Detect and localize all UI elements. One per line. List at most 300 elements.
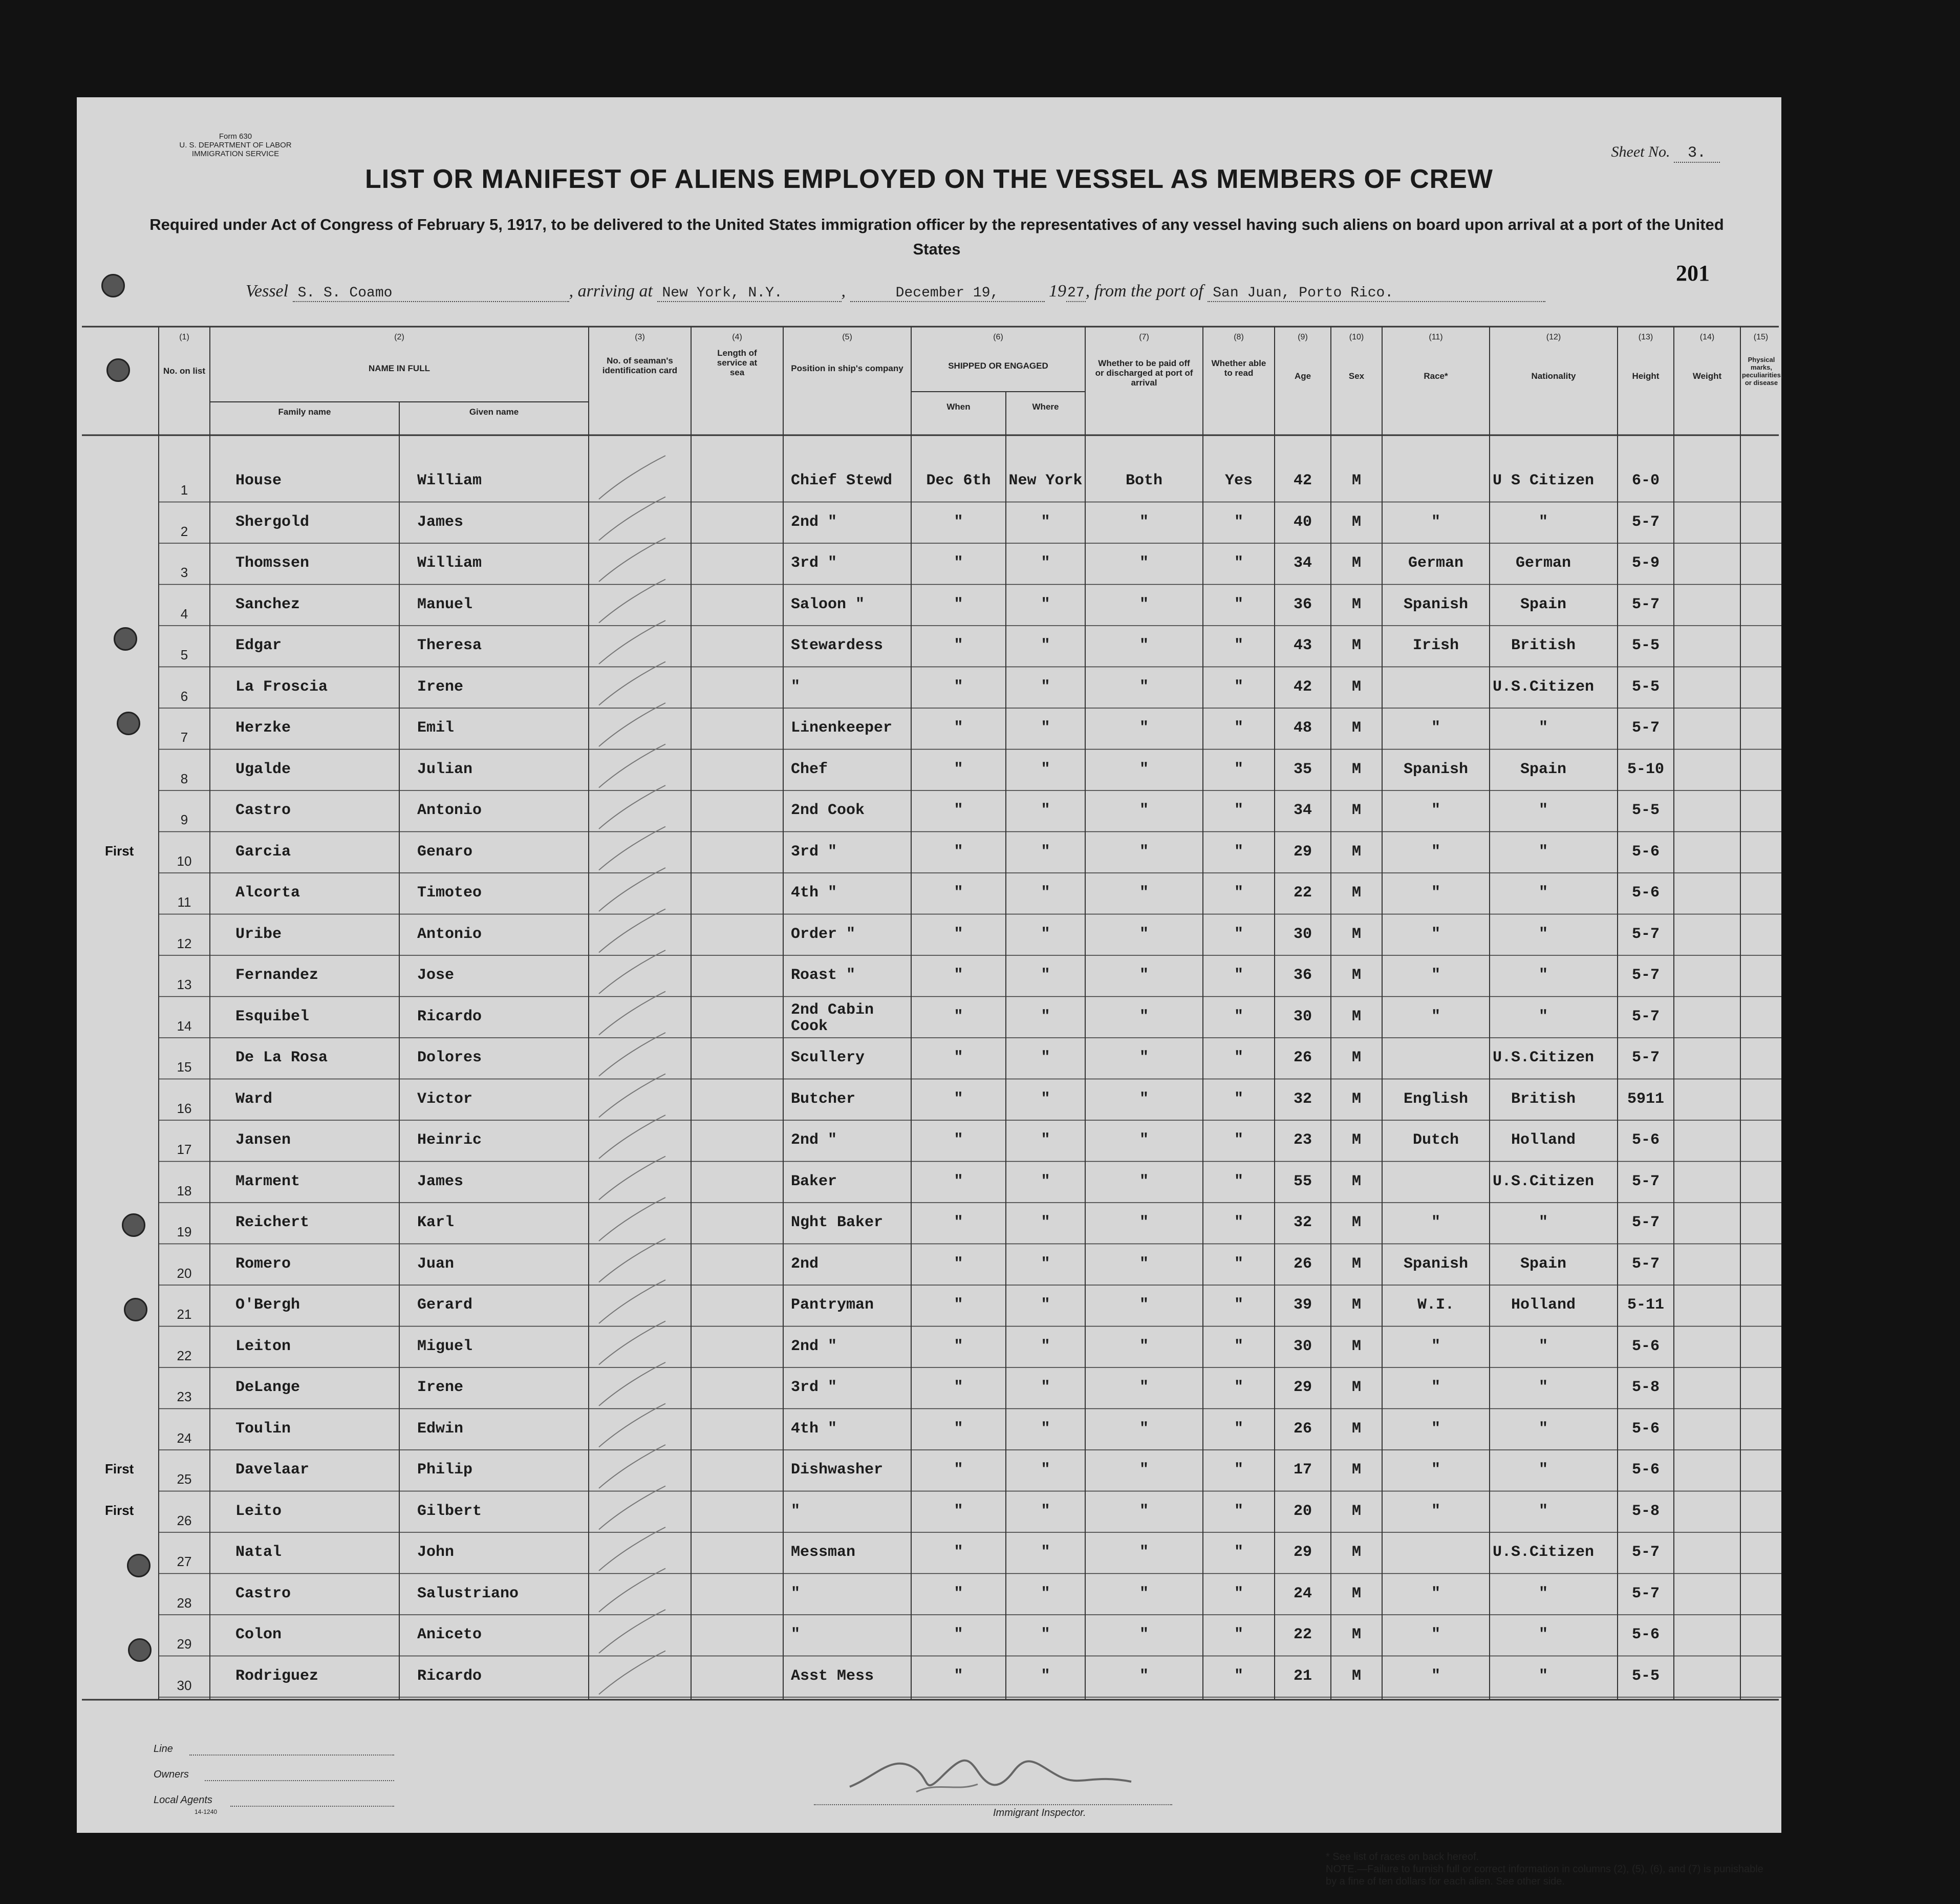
shipped-when-cell: " <box>954 1379 963 1396</box>
row-number-cell: 15 <box>177 1059 192 1075</box>
page-number: 201 <box>1676 261 1710 286</box>
height-cell: 5-8 <box>1631 1379 1660 1396</box>
nationality-cell: " <box>1538 1420 1548 1438</box>
shipped-where-cell: " <box>1041 967 1050 984</box>
given-name-cell: Theresa <box>417 637 482 654</box>
able-to-read-cell: " <box>1234 1585 1243 1602</box>
nationality-cell: British <box>1511 637 1576 654</box>
shipped-when-cell: " <box>954 1131 963 1149</box>
check-stroke <box>599 1115 665 1159</box>
penalty-note: NOTE.—Failure to furnish full or correct information in columns (2), (5), (6), and (7) is punishable by a fine of ten dollars for each alien. See other side. <box>1326 1864 1763 1887</box>
shipped-when-cell: " <box>954 637 963 654</box>
row-number-cell: 29 <box>177 1636 192 1652</box>
shipped-when-cell: " <box>954 1255 963 1273</box>
family-name-cell: Davelaar <box>235 1461 310 1479</box>
able-to-read-cell: " <box>1234 1008 1243 1025</box>
row-number-cell: 8 <box>180 771 188 786</box>
shipped-where-cell: " <box>1041 1420 1050 1438</box>
position-cell: Baker <box>791 1172 837 1190</box>
height-cell: 5-8 <box>1631 1502 1660 1520</box>
given-name-cell: Aniceto <box>417 1626 482 1643</box>
given-name-cell: Edwin <box>417 1420 464 1438</box>
header-where: Where <box>1032 402 1059 412</box>
age-cell: 26 <box>1293 1049 1312 1066</box>
given-name-cell: Antonio <box>417 925 482 943</box>
able-to-read-cell: " <box>1234 678 1243 696</box>
paid-off-cell: " <box>1139 1626 1149 1643</box>
col-num: (12) <box>1546 333 1561 341</box>
race-cell: " <box>1431 513 1440 531</box>
given-name-cell: Miguel <box>417 1337 473 1355</box>
paid-off-cell: " <box>1139 1172 1149 1190</box>
sex-cell: M <box>1351 513 1361 531</box>
nationality-cell: " <box>1538 884 1548 902</box>
race-cell: " <box>1431 1585 1440 1602</box>
row-number-cell: 7 <box>180 730 188 745</box>
col-num: (1) <box>179 333 189 341</box>
family-name-cell: Reichert <box>235 1214 310 1231</box>
check-stroke <box>599 497 665 541</box>
position-cell: " <box>791 1585 801 1602</box>
nationality-cell: " <box>1538 1585 1548 1602</box>
able-to-read-cell: " <box>1234 1667 1243 1685</box>
position-cell: Messman <box>791 1544 856 1561</box>
line-rule <box>189 1755 394 1756</box>
age-cell: 30 <box>1293 1008 1312 1025</box>
paid-off-cell: " <box>1139 1337 1149 1355</box>
header-physical-marks: Physical marks, peculiarities, or disease <box>1742 356 1783 387</box>
height-cell: 5-6 <box>1631 1131 1660 1149</box>
sex-cell: M <box>1351 1461 1361 1479</box>
row-number-cell: 5 <box>180 647 188 662</box>
given-name-cell: Juan <box>417 1255 455 1273</box>
col-num: (7) <box>1139 333 1149 341</box>
owners-rule <box>205 1780 394 1781</box>
race-cell: " <box>1431 1420 1440 1438</box>
col-num: (10) <box>1349 333 1364 341</box>
from-port: San Juan, Porto Rico. <box>1208 285 1545 302</box>
family-name-cell: Natal <box>235 1544 282 1561</box>
arriving-port: New York, N.Y. <box>657 285 842 302</box>
row-number-cell: 18 <box>177 1183 192 1199</box>
position-cell: Saloon " <box>791 595 865 613</box>
able-to-read-cell: " <box>1234 760 1243 778</box>
sex-cell: M <box>1351 1131 1361 1149</box>
col-num: (13) <box>1638 333 1653 341</box>
header-sex: Sex <box>1348 371 1365 381</box>
position-cell: Pantryman <box>791 1296 874 1314</box>
header-height: Height <box>1632 371 1660 381</box>
shipped-where-cell: " <box>1041 719 1050 737</box>
race-cell: " <box>1431 719 1440 737</box>
check-stroke <box>599 1033 665 1076</box>
able-to-read-cell: " <box>1234 1626 1243 1643</box>
given-name-cell: William <box>417 554 482 572</box>
nationality-cell: British <box>1511 1090 1576 1108</box>
shipped-where-cell: " <box>1041 802 1050 819</box>
age-cell: 40 <box>1293 513 1312 531</box>
shipped-when-cell: " <box>954 884 963 902</box>
check-stroke <box>599 1280 665 1323</box>
shipped-when-cell: " <box>954 1544 963 1561</box>
punch-hole <box>128 1638 152 1662</box>
nationality-cell: Spain <box>1520 760 1566 778</box>
able-to-read-cell: " <box>1234 1214 1243 1231</box>
given-name-cell: Jose <box>417 967 455 984</box>
margin-note: First <box>105 1502 134 1518</box>
position-cell: Chief Stewd <box>791 472 893 489</box>
header-no-on-list: No. on list <box>163 366 206 376</box>
able-to-read-cell: " <box>1234 1420 1243 1438</box>
sex-cell: M <box>1351 843 1361 861</box>
col-num: (11) <box>1429 333 1443 341</box>
nationality-cell: " <box>1538 719 1548 737</box>
sheet-number: 3. <box>1674 144 1720 163</box>
position-cell: " <box>791 1502 801 1520</box>
age-cell: 30 <box>1293 925 1312 943</box>
shipped-when-cell: " <box>954 1626 963 1643</box>
shipped-when-cell: " <box>954 595 963 613</box>
row-number-cell: 11 <box>177 894 191 910</box>
shipped-where-cell: " <box>1041 1461 1050 1479</box>
height-cell: 5-7 <box>1631 595 1660 613</box>
nationality-cell: U.S.Citizen <box>1492 1049 1595 1066</box>
shipped-where-cell: " <box>1041 1502 1050 1520</box>
nationality-cell: " <box>1538 967 1548 984</box>
family-name-cell: Sanchez <box>235 595 300 613</box>
given-name-cell: Philip <box>417 1461 473 1479</box>
row-number-cell: 12 <box>177 935 192 951</box>
margin-note: First <box>105 843 134 859</box>
age-cell: 39 <box>1293 1296 1312 1314</box>
height-cell: 5-7 <box>1631 1049 1660 1066</box>
given-name-cell: Ricardo <box>417 1008 482 1025</box>
shipped-where-cell: " <box>1041 1379 1050 1396</box>
sex-cell: M <box>1351 637 1361 654</box>
given-name-cell: James <box>417 1172 464 1190</box>
shipped-when-cell: " <box>954 843 963 861</box>
nationality-cell: " <box>1538 1626 1548 1643</box>
able-to-read-cell: " <box>1234 1255 1243 1273</box>
row-number-cell: 10 <box>177 853 192 869</box>
col-num: (14) <box>1699 333 1715 341</box>
given-name-cell: Gilbert <box>417 1502 482 1520</box>
shipped-when-cell: " <box>954 802 963 819</box>
able-to-read-cell: " <box>1234 967 1243 984</box>
row-number-cell: 30 <box>177 1677 192 1693</box>
owners-label: Owners <box>154 1769 189 1780</box>
check-stroke <box>599 992 665 1035</box>
check-stroke <box>599 456 665 499</box>
family-name-cell: Edgar <box>235 637 282 654</box>
row-number-cell: 22 <box>177 1347 192 1363</box>
position-cell: 3rd " <box>791 843 837 861</box>
age-cell: 35 <box>1293 760 1312 778</box>
nationality-cell: " <box>1538 925 1548 943</box>
height-cell: 5-5 <box>1631 1667 1660 1685</box>
check-stroke <box>599 1157 665 1200</box>
row-number-cell: 2 <box>180 523 188 539</box>
able-to-read-cell: " <box>1234 513 1243 531</box>
given-name-cell: William <box>417 472 482 489</box>
position-cell: 2nd <box>791 1255 819 1273</box>
height-cell: 5911 <box>1627 1090 1664 1108</box>
able-to-read-cell: Yes <box>1224 472 1253 489</box>
row-number-cell: 13 <box>177 977 192 992</box>
header-length-of-service: Length of service at sea <box>717 348 758 377</box>
check-stroke <box>599 1197 665 1241</box>
shipped-where-cell: " <box>1041 1544 1050 1561</box>
position-cell: Dishwasher <box>791 1461 884 1479</box>
shipped-when-cell: " <box>954 1667 963 1685</box>
height-cell: 5-6 <box>1631 1420 1660 1438</box>
race-cell: " <box>1431 925 1440 943</box>
paid-off-cell: " <box>1139 802 1149 819</box>
position-cell: " <box>791 1626 801 1643</box>
paid-off-cell: " <box>1139 1008 1149 1025</box>
paid-off-cell: Both <box>1125 472 1162 489</box>
race-cell: Spanish <box>1403 595 1469 613</box>
family-name-cell: La Froscia <box>235 678 328 696</box>
age-cell: 29 <box>1293 1544 1312 1561</box>
age-cell: 23 <box>1293 1131 1312 1149</box>
given-name-cell: Manuel <box>417 595 473 613</box>
family-name-cell: Garcia <box>235 843 291 861</box>
punch-hole <box>127 1554 150 1577</box>
check-stroke <box>599 1486 665 1530</box>
check-stroke <box>599 1404 665 1447</box>
check-stroke <box>599 868 665 911</box>
row-number-cell: 16 <box>177 1100 192 1116</box>
nationality-cell: " <box>1538 1461 1548 1479</box>
col-num: (4) <box>732 333 742 341</box>
position-cell: 4th " <box>791 884 837 902</box>
race-cell: Spanish <box>1403 1255 1469 1273</box>
able-to-read-cell: " <box>1234 925 1243 943</box>
given-name-cell: Dolores <box>417 1049 482 1066</box>
race-cell: " <box>1431 802 1440 819</box>
age-cell: 20 <box>1293 1502 1312 1520</box>
table-grid <box>77 97 1781 1833</box>
sex-cell: M <box>1351 760 1361 778</box>
shipped-when-cell: " <box>954 1461 963 1479</box>
check-stroke <box>599 621 665 664</box>
shipped-when-cell: " <box>954 678 963 696</box>
height-cell: 5-10 <box>1627 760 1664 778</box>
shipped-where-cell: " <box>1041 1172 1050 1190</box>
race-cell: Spanish <box>1403 760 1469 778</box>
sheet-label: Sheet No. <box>1611 143 1670 160</box>
col-num: (15) <box>1753 333 1769 341</box>
able-to-read-cell: " <box>1234 637 1243 654</box>
family-name-cell: Castro <box>235 1585 291 1602</box>
race-cell: " <box>1431 1667 1440 1685</box>
header-name-in-full: NAME IN FULL <box>369 363 430 373</box>
header-when: When <box>946 402 971 412</box>
paid-off-cell: " <box>1139 843 1149 861</box>
shipped-where-cell: " <box>1041 554 1050 572</box>
nationality-cell: Spain <box>1520 1255 1566 1273</box>
family-name-cell: Shergold <box>235 513 310 531</box>
page-subtitle: Required under Act of Congress of February 5, 1917, to be delivered to the United States immigration officer by the representatives of any vessel having such aliens on board upon arrival at a port of the United States <box>149 216 1724 258</box>
age-cell: 17 <box>1293 1461 1312 1479</box>
position-cell: Linenkeeper <box>791 719 893 737</box>
age-cell: 22 <box>1293 1626 1312 1643</box>
able-to-read-cell: " <box>1234 1544 1243 1561</box>
header-race: Race* <box>1424 371 1448 381</box>
paid-off-cell: " <box>1139 1296 1149 1314</box>
shipped-where-cell: " <box>1041 1296 1050 1314</box>
shipped-where-cell: New York <box>1008 472 1083 489</box>
header-id-card: No. of seaman's identification card <box>602 356 678 375</box>
vessel-name: S. S. Coamo <box>293 285 569 302</box>
check-stroke <box>599 1610 665 1653</box>
race-cell: " <box>1431 1502 1440 1520</box>
row-number-cell: 21 <box>177 1307 192 1322</box>
age-cell: 55 <box>1293 1172 1312 1190</box>
punch-hole <box>117 712 140 735</box>
race-cell: " <box>1431 884 1440 902</box>
age-cell: 26 <box>1293 1420 1312 1438</box>
nationality-cell: " <box>1538 843 1548 861</box>
shipped-when-cell: " <box>954 1420 963 1438</box>
nationality-cell: " <box>1538 1502 1548 1520</box>
position-cell: Roast " <box>791 967 856 984</box>
race-cell: " <box>1431 967 1440 984</box>
shipped-where-cell: " <box>1041 1090 1050 1108</box>
sex-cell: M <box>1351 1172 1361 1190</box>
paid-off-cell: " <box>1139 1667 1149 1685</box>
given-name-cell: Julian <box>417 760 473 778</box>
shipped-where-cell: " <box>1041 1667 1050 1685</box>
height-cell: 5-7 <box>1631 967 1660 984</box>
agents-rule <box>230 1806 394 1807</box>
shipped-where-cell: " <box>1041 843 1050 861</box>
family-name-cell: Fernandez <box>235 967 319 984</box>
nationality-cell: U.S.Citizen <box>1492 1172 1595 1190</box>
able-to-read-cell: " <box>1234 1172 1243 1190</box>
position-cell: 2nd " <box>791 1131 837 1149</box>
sex-cell: M <box>1351 967 1361 984</box>
given-name-cell: Genaro <box>417 843 473 861</box>
header-shipped-or-engaged: SHIPPED OR ENGAGED <box>948 361 1048 371</box>
age-cell: 36 <box>1293 967 1312 984</box>
sex-cell: M <box>1351 1049 1361 1066</box>
family-name-cell: Esquibel <box>235 1008 310 1025</box>
family-name-cell: Herzke <box>235 719 291 737</box>
height-cell: 5-7 <box>1631 719 1660 737</box>
nationality-cell: " <box>1538 1008 1548 1025</box>
position-cell: Asst Mess <box>791 1667 874 1685</box>
position-cell: 2nd " <box>791 513 837 531</box>
paid-off-cell: " <box>1139 884 1149 902</box>
able-to-read-cell: " <box>1234 719 1243 737</box>
shipped-when-cell: " <box>954 1337 963 1355</box>
sex-cell: M <box>1351 472 1361 489</box>
shipped-when-cell: " <box>954 925 963 943</box>
able-to-read-cell: " <box>1234 1379 1243 1396</box>
height-cell: 5-9 <box>1631 554 1660 572</box>
manifest-page <box>77 97 1783 1887</box>
height-cell: 5-5 <box>1631 802 1660 819</box>
sex-cell: M <box>1351 1090 1361 1108</box>
check-stroke <box>599 1074 665 1118</box>
able-to-read-cell: " <box>1234 1337 1243 1355</box>
nationality-cell: " <box>1538 1214 1548 1231</box>
height-cell: 5-11 <box>1627 1296 1664 1314</box>
shipped-where-cell: " <box>1041 1337 1050 1355</box>
given-name-cell: John <box>417 1544 455 1561</box>
able-to-read-cell: " <box>1234 1131 1243 1149</box>
header-given-name: Given name <box>469 407 519 417</box>
family-name-cell: Ugalde <box>235 760 291 778</box>
height-cell: 5-5 <box>1631 678 1660 696</box>
age-cell: 21 <box>1293 1667 1312 1685</box>
family-name-cell: Romero <box>235 1255 291 1273</box>
nationality-cell: German <box>1515 554 1571 572</box>
check-stroke <box>599 1239 665 1282</box>
race-cell: German <box>1408 554 1464 572</box>
position-cell: Chef <box>791 760 828 778</box>
family-name-cell: Uribe <box>235 925 282 943</box>
able-to-read-cell: " <box>1234 1502 1243 1520</box>
nationality-cell: U.S.Citizen <box>1492 678 1595 696</box>
race-cell: English <box>1403 1090 1469 1108</box>
col-num: (9) <box>1298 333 1308 341</box>
shipped-where-cell: " <box>1041 1585 1050 1602</box>
nationality-cell: U S Citizen <box>1492 472 1595 489</box>
shipped-where-cell: " <box>1041 637 1050 654</box>
col-num: (3) <box>635 333 645 341</box>
shipped-where-cell: " <box>1041 1214 1050 1231</box>
form-number: Form 630 <box>219 132 252 141</box>
row-number-cell: 27 <box>177 1554 192 1569</box>
age-cell: 22 <box>1293 884 1312 902</box>
paid-off-cell: " <box>1139 1090 1149 1108</box>
page-title: LIST OR MANIFEST OF ALIENS EMPLOYED ON THE VESSEL AS MEMBERS OF CREW <box>365 164 1493 194</box>
paid-off-cell: " <box>1139 1461 1149 1479</box>
arriving-label: , arriving at <box>569 282 653 301</box>
header-position: Position in ship's company <box>791 363 903 373</box>
able-to-read-cell: " <box>1234 1090 1243 1108</box>
family-name-cell: Marment <box>235 1172 300 1190</box>
row-number-cell: 6 <box>180 688 188 704</box>
family-name-cell: Castro <box>235 802 291 819</box>
race-cell: " <box>1431 1008 1440 1025</box>
position-cell: Scullery <box>791 1049 865 1066</box>
col-num: (5) <box>842 333 852 341</box>
punch-hole <box>124 1298 147 1321</box>
family-name-cell: DeLange <box>235 1379 300 1396</box>
race-cell: W.I. <box>1417 1296 1454 1314</box>
sex-cell: M <box>1351 1214 1361 1231</box>
able-to-read-cell: " <box>1234 554 1243 572</box>
height-cell: 5-6 <box>1631 1461 1660 1479</box>
paid-off-cell: " <box>1139 1420 1149 1438</box>
row-number-cell: 17 <box>177 1142 192 1157</box>
given-name-cell: Ricardo <box>417 1667 482 1685</box>
sex-cell: M <box>1351 884 1361 902</box>
height-cell: 5-6 <box>1631 884 1660 902</box>
inspector-label: Immigrant Inspector. <box>993 1807 1086 1819</box>
sex-cell: M <box>1351 719 1361 737</box>
race-cell: " <box>1431 1337 1440 1355</box>
age-cell: 34 <box>1293 554 1312 572</box>
inspector-signature <box>845 1746 1152 1807</box>
position-cell: 4th " <box>791 1420 837 1438</box>
shipped-when-cell: " <box>954 1585 963 1602</box>
nationality-cell: Holland <box>1511 1296 1576 1314</box>
